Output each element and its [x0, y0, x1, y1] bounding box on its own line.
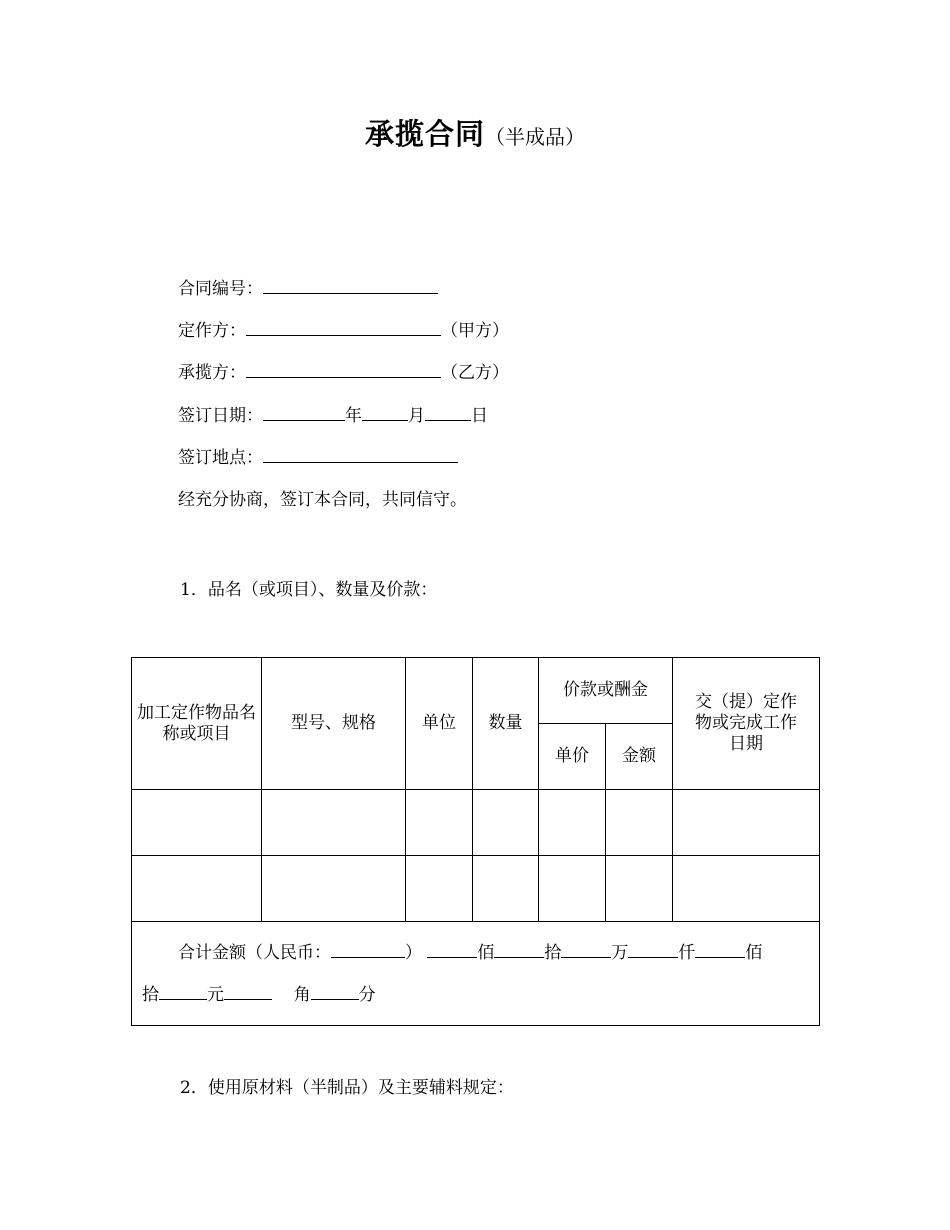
cell-item-name[interactable] [132, 856, 262, 922]
unit-bai: 佰 [477, 942, 495, 963]
party-a-line [178, 319, 509, 342]
header-unit-price: 单价 [539, 724, 606, 790]
contract-number-blank[interactable] [263, 277, 438, 294]
unit-shi-2: 拾 [142, 984, 159, 1005]
cell-unit[interactable] [406, 856, 473, 922]
header-price-group: 价款或酬金 [539, 658, 673, 724]
party-a-blank[interactable] [246, 319, 441, 336]
jiao-blank[interactable] [311, 983, 359, 1000]
year-label: 年 [345, 406, 362, 426]
party-b-label: 承揽方： [178, 363, 246, 383]
month-blank[interactable] [362, 404, 408, 421]
title-sub: （半成品） [485, 125, 585, 149]
cell-amount[interactable] [606, 856, 673, 922]
items-table [131, 657, 820, 1026]
total-line-1 [142, 932, 809, 974]
cell-quantity[interactable] [473, 856, 539, 922]
unit-shi: 拾 [544, 942, 562, 963]
unit-wan: 万 [611, 942, 629, 963]
header-amount: 金额 [606, 724, 673, 790]
cell-item-name[interactable] [132, 790, 262, 856]
qian-blank[interactable] [628, 941, 678, 958]
shi-blank[interactable] [159, 983, 207, 1000]
table-row [132, 790, 820, 856]
month-label: 月 [408, 406, 425, 426]
currency-blank[interactable] [331, 941, 405, 958]
total-amount-cell [132, 922, 820, 1026]
header-model-spec: 型号、规格 [262, 658, 406, 790]
day-blank[interactable] [425, 404, 471, 421]
section-1-heading: 1．品名（或项目）、数量及价款： [180, 580, 438, 600]
party-a-label: 定作方： [178, 321, 246, 341]
shi-wan-blank[interactable] [494, 941, 544, 958]
bai-wan-blank[interactable] [427, 941, 477, 958]
section-2-heading: 2．使用原材料（半制品）及主要辅料规定： [180, 1078, 514, 1098]
day-label: 日 [471, 406, 488, 426]
total-row [132, 922, 820, 1026]
total-paren-close: ） [405, 942, 422, 963]
total-prefix: 合计金额（人民币： [178, 942, 331, 963]
unit-jiao: 角 [293, 984, 311, 1005]
unit-yuan: 元 [207, 984, 224, 1005]
unit-bai-2: 佰 [745, 942, 763, 963]
year-blank[interactable] [263, 404, 345, 421]
bai-blank[interactable] [695, 941, 745, 958]
unit-qian: 仟 [678, 942, 696, 963]
preamble: 经充分协商，签订本合同，共同信守。 [178, 490, 467, 510]
cell-unit-price[interactable] [539, 790, 606, 856]
yuan-blank[interactable] [224, 983, 272, 1000]
wan-blank[interactable] [561, 941, 611, 958]
sign-date-label: 签订日期： [178, 406, 263, 426]
party-b-blank[interactable] [246, 361, 441, 378]
header-unit: 单位 [406, 658, 473, 790]
party-a-suffix: （甲方） [441, 321, 509, 341]
header-quantity: 数量 [473, 658, 539, 790]
header-delivery-date: 交（提）定作物或完成工作日期 [673, 658, 820, 790]
sign-date-line [178, 404, 488, 427]
table-row [132, 856, 820, 922]
party-b-line [178, 361, 509, 384]
contract-title [0, 112, 950, 153]
total-line-2 [142, 974, 809, 1016]
cell-unit[interactable] [406, 790, 473, 856]
cell-amount[interactable] [606, 790, 673, 856]
cell-model-spec[interactable] [262, 790, 406, 856]
cell-model-spec[interactable] [262, 856, 406, 922]
cell-delivery-date[interactable] [673, 790, 820, 856]
contract-number-line [178, 277, 438, 300]
cell-unit-price[interactable] [539, 856, 606, 922]
title-main: 承揽合同 [364, 117, 485, 151]
sign-place-label: 签订地点： [178, 448, 263, 468]
unit-fen: 分 [358, 984, 376, 1005]
table-header-row-1 [132, 658, 820, 724]
cell-quantity[interactable] [473, 790, 539, 856]
cell-delivery-date[interactable] [673, 856, 820, 922]
contract-number-label: 合同编号： [178, 279, 263, 299]
sign-place-line [178, 446, 458, 469]
party-b-suffix: （乙方） [441, 363, 509, 383]
sign-place-blank[interactable] [263, 446, 458, 463]
header-item-name: 加工定作物品名称或项目 [132, 658, 262, 790]
